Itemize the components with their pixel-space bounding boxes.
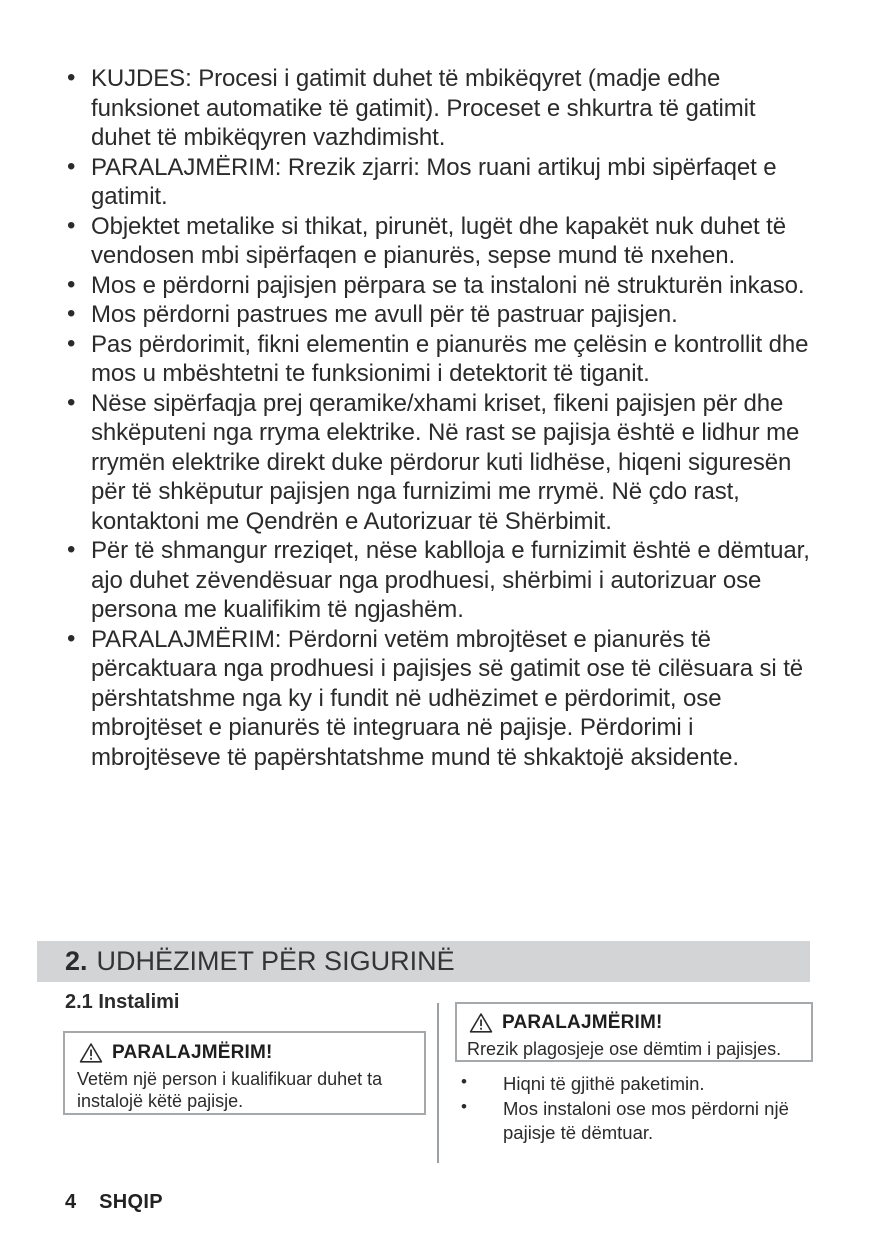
section-number: 2. [65,946,88,976]
safety-warning-item: • PARALAJMËRIM: Përdorni vetëm mbrojtëset e pianurës të përcaktuara nga prodhuesi i pajisjes së gatimit ose të cilësuara si të përshtatshme nga ky i fundit në udhëzimet e përdorimit, ose mbrojtëset e pianurës të integruara në pajisje. Përdorimi i mbrojtëseve të papërshtatshme mund të shkaktojë aksidente. [65,625,817,773]
safety-warning-item: • Objektet metalike si thikat, pirunët, lugët dhe kapakët nuk duhet të vendosen mbi sipërfaqen e pianurës, sepse mund të nxehen. [65,212,817,271]
safety-warning-item: • Mos e përdorni pajisjen përpara se ta instaloni në strukturën inkaso. [65,271,817,301]
column-divider [437,1003,439,1163]
page-number: 4 [65,1191,77,1213]
warning-text: Rrezik plagosjeje ose dëmtim i pajisjes. [467,1039,782,1059]
installation-warning-box [63,1031,426,1115]
safety-warning-item: • Për të shmangur rreziqet, nëse kablloja e furnizimit është e dëmtuar, ajo duhet zëvendësuar nga prodhuesi, shërbimi i autorizuar ose persona me kualifikim të ngjashëm. [65,536,817,625]
safety-warning-item: • KUJDES: Procesi i gatimit duhet të mbikëqyret (madje edhe funksionet automatike të gatimit). Proceset e shkurtra të gatimit duhet të mbikëqyren vazhdimisht. [65,64,817,153]
warning-title: PARALAJMËRIM! [502,1012,663,1033]
safety-warning-item: • Pas përdorimit, fikni elementin e pianurës me çelësin e kontrollit dhe mos u mbështetni te funksionimi i detektorit të tiganit. [65,330,817,389]
safety-warning-list [65,64,817,772]
section-title: UDHËZIMET PËR SIGURINË [96,946,455,976]
installation-steps-list [459,1072,815,1146]
page-footer [65,1191,163,1214]
section-header [37,941,810,982]
safety-warning-item: • PARALAJMËRIM: Rrezik zjarri: Mos ruani artikuj mbi sipërfaqet e gatimit. [65,153,817,212]
damage-warning-box [455,1002,813,1062]
safety-warning-item: • Nëse sipërfaqja prej qeramike/xhami kriset, fikeni pajisjen për dhe shkëputeni nga rryma elektrike. Në rast se pajisja është e lidhur me rrymën elektrike direkt duke përdorur kuti lidhëse, hiqeni siguresën për të shkëputur pajisjen nga furnizimi me rrymë. Në çdo rast, kontaktoni me Qendrën e Autorizuar të Shërbimit. [65,389,817,537]
language-label: SHQIP [99,1191,163,1213]
warning-title: PARALAJMËRIM! [112,1042,273,1063]
warning-triangle-icon [79,1042,103,1064]
safety-warning-item: • Mos përdorni pastrues me avull për të pastruar pajisjen. [65,300,817,330]
subsection-heading: 2.1 Instalimi [65,991,180,1013]
installation-step-item: • Hiqni të gjithë paketimin. [459,1072,815,1097]
installation-step-item: • Mos instaloni ose mos përdorni një pajisje të dëmtuar. [459,1097,815,1146]
warning-text: Vetëm një person i kualifikuar duhet ta instalojë këtë pajisje. [77,1069,383,1111]
warning-triangle-icon [469,1012,493,1034]
